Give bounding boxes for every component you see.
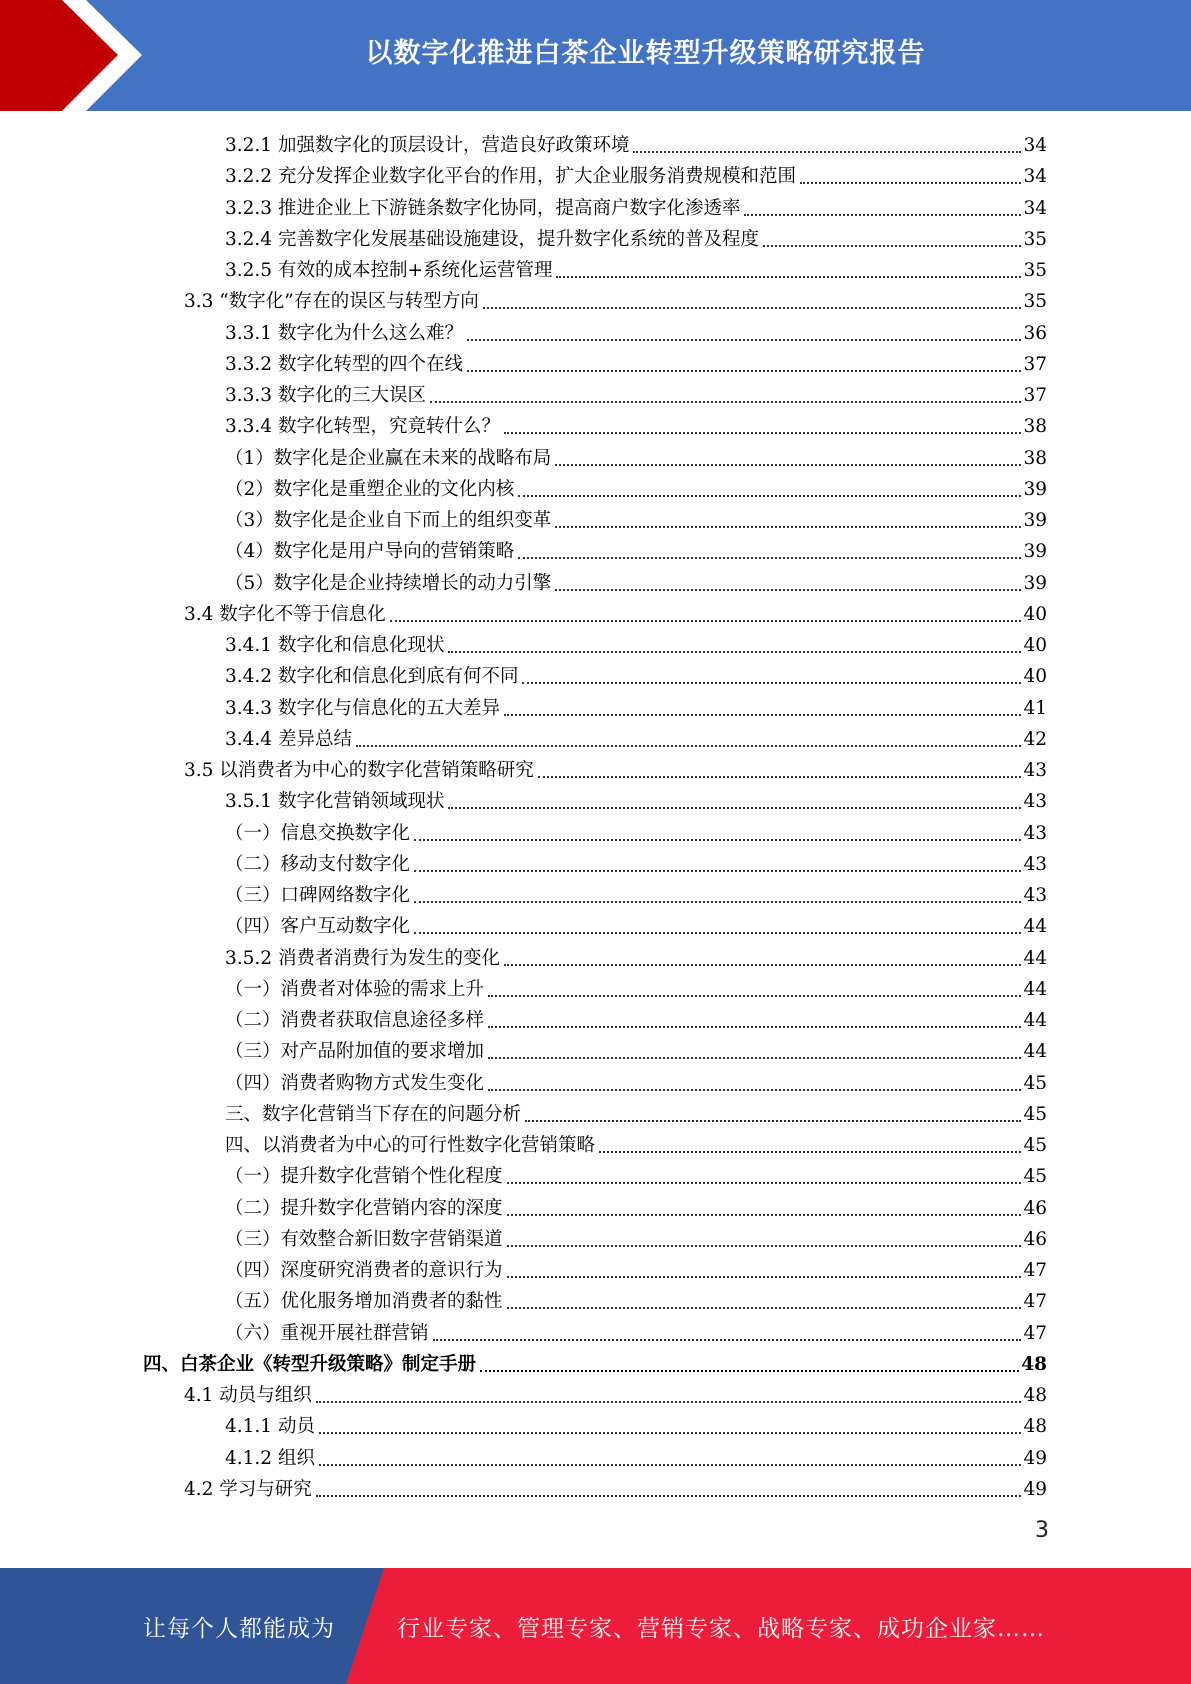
toc-entry[interactable] (225, 877, 1047, 908)
toc-entry[interactable] (225, 721, 1047, 752)
footer-slogan-left: 让每个人都能成为 (143, 1615, 335, 1642)
toc-entry-label: 3.4.1 数字化和信息化现状 (225, 635, 445, 656)
toc-entry-label: 4.2 学习与研究 (184, 1478, 312, 1500)
toc-entry-label: 3.2.2 充分发挥企业数字化平台的作用，扩大企业服务消费规模和范围 (225, 166, 796, 188)
toc-entry-page: 40 (1023, 635, 1047, 656)
toc-entry-page: 48 (1023, 1385, 1047, 1406)
toc-entry-label: （3）数字化是企业自下而上的组织变革 (225, 510, 552, 531)
toc-dot-leader (448, 807, 1021, 809)
toc-dot-leader (488, 1026, 1021, 1028)
toc-entry-label: （二）消费者获取信息途径多样 (225, 1010, 485, 1031)
toc-entry[interactable] (225, 1158, 1047, 1189)
footer-slogan-right: 行业专家、管理专家、营销专家、战略专家、成功企业家…… (397, 1615, 1045, 1642)
toc-entry[interactable] (225, 1408, 1047, 1439)
toc-entry-label: 3.3.1 数字化为什么这么难？ (225, 322, 463, 344)
toc-entry[interactable] (184, 596, 1047, 627)
page-footer (0, 1568, 1191, 1684)
toc-entry[interactable] (225, 565, 1047, 596)
toc-dot-leader (556, 276, 1021, 278)
toc-entry[interactable] (184, 1377, 1047, 1408)
toc-entry-label: （一）信息交换数字化 (225, 822, 411, 844)
toc-dot-leader (555, 526, 1021, 528)
toc-dot-leader (433, 1339, 1022, 1341)
page-header (0, 0, 1191, 111)
toc-entry-page: 49 (1023, 1478, 1047, 1500)
toc-entry-label: 3.2.1 加强数字化的顶层设计，营造良好政策环境 (225, 135, 630, 156)
toc-dot-leader (488, 995, 1021, 997)
toc-dot-leader (522, 682, 1021, 684)
toc-entry-label: （三）口碑网络数字化 (225, 885, 411, 906)
toc-entry-label: 3.5.2 消费者消费行为发生的变化 (225, 947, 500, 969)
toc-entry-page: 46 (1023, 1197, 1047, 1219)
toc-entry-page: 34 (1023, 197, 1047, 219)
toc-entry-label: （五）优化服务增加消费者的黏性 (225, 1291, 503, 1313)
toc-dot-leader (525, 1120, 1021, 1122)
toc-entry-page: 45 (1023, 1072, 1047, 1094)
toc-entry-page: 38 (1023, 447, 1047, 469)
toc-entry[interactable] (225, 846, 1047, 877)
toc-entry-label: （二）移动支付数字化 (225, 853, 411, 875)
toc-entry[interactable] (225, 690, 1047, 721)
toc-entry-page: 47 (1023, 1322, 1047, 1344)
toc-entry-page: 46 (1023, 1228, 1047, 1250)
toc-dot-leader (800, 182, 1021, 184)
toc-entry-page: 44 (1023, 1041, 1047, 1063)
page-number: 3 (1035, 1518, 1049, 1543)
toc-dot-leader (504, 714, 1021, 716)
toc-entry-label: 3.4.4 差异总结 (225, 728, 352, 750)
toc-entry[interactable] (225, 1033, 1047, 1064)
toc-entry[interactable] (184, 283, 1047, 314)
toc-entry[interactable] (225, 221, 1047, 252)
toc-dot-leader (414, 901, 1021, 903)
toc-dot-leader (319, 1464, 1022, 1466)
toc-entry-page: 45 (1023, 1166, 1047, 1188)
toc-dot-leader (507, 1245, 1022, 1247)
toc-entry[interactable] (225, 1252, 1047, 1283)
toc-dot-leader (744, 214, 1021, 216)
toc-entry-label: 3.2.5 有效的成本控制+系统化运营管理 (225, 260, 553, 281)
toc-entry-page: 45 (1023, 1103, 1047, 1125)
toc-dot-leader (507, 1276, 1022, 1278)
toc-entry[interactable] (225, 190, 1047, 221)
toc-dot-leader (414, 839, 1021, 841)
toc-entry-label: （四）深度研究消费者的意识行为 (225, 1260, 503, 1281)
toc-entry-label: （四）客户互动数字化 (225, 916, 411, 938)
toc-entry-page: 36 (1023, 322, 1047, 344)
toc-entry-label: （2）数字化是重塑企业的文化内核 (225, 478, 515, 500)
toc-entry[interactable] (143, 1346, 1047, 1377)
toc-entry[interactable] (225, 346, 1047, 377)
toc-entry-label: 三、数字化营销当下存在的问题分析 (225, 1103, 522, 1125)
toc-dot-leader (633, 151, 1021, 153)
toc-entry-label: （一）提升数字化营销个性化程度 (225, 1166, 503, 1188)
toc-dot-leader (488, 1057, 1021, 1059)
toc-dot-leader (414, 932, 1021, 934)
toc-dot-leader (316, 1495, 1022, 1497)
toc-entry-page: 43 (1023, 885, 1047, 906)
toc-entry-page: 41 (1023, 697, 1047, 719)
toc-entry[interactable] (225, 158, 1047, 189)
toc-entry[interactable] (225, 408, 1047, 439)
toc-entry[interactable] (225, 127, 1047, 158)
toc-entry-label: （1）数字化是企业赢在未来的战略布局 (225, 447, 552, 469)
toc-entry-page: 35 (1023, 291, 1047, 313)
toc-dot-leader (483, 307, 1022, 309)
toc-entry[interactable] (225, 502, 1047, 533)
toc-dot-leader (504, 432, 1021, 434)
toc-entry-label: 4.1.2 组织 (225, 1447, 315, 1469)
toc-entry-page: 42 (1023, 728, 1047, 750)
toc-entry-page: 43 (1023, 822, 1047, 844)
toc-entry[interactable] (225, 908, 1047, 939)
toc-entry[interactable] (225, 1190, 1047, 1221)
toc-dot-leader (430, 401, 1021, 403)
toc-entry-page: 34 (1023, 166, 1047, 188)
toc-entry[interactable] (225, 1283, 1047, 1314)
toc-dot-leader (448, 651, 1021, 653)
toc-entry-page: 44 (1023, 978, 1047, 1000)
toc-entry-label: 3.3.3 数字化的三大误区 (225, 385, 426, 406)
toc-entry-page: 38 (1023, 416, 1047, 438)
toc-entry-label: （二）提升数字化营销内容的深度 (225, 1197, 503, 1219)
toc-entry[interactable] (225, 440, 1047, 471)
toc-entry-page: 35 (1023, 228, 1047, 250)
toc-entry-page: 44 (1023, 916, 1047, 938)
toc-entry-label: （六）重视开展社群营销 (225, 1322, 429, 1344)
toc-dot-leader (555, 589, 1021, 591)
toc-entry-label: （一）消费者对体验的需求上升 (225, 978, 485, 1000)
toc-entry-label: 四、白茶企业《转型升级策略》制定手册 (143, 1353, 477, 1375)
toc-entry[interactable] (225, 1315, 1047, 1346)
toc-entry-page: 40 (1023, 666, 1047, 688)
toc-entry[interactable] (225, 940, 1047, 971)
toc-dot-leader (763, 245, 1021, 247)
toc-entry[interactable] (225, 1440, 1047, 1471)
toc-entry-label: 3.2.4 完善数字化发展基础设施建设，提升数字化系统的普及程度 (225, 228, 759, 250)
toc-dot-leader (488, 1089, 1021, 1091)
toc-entry[interactable] (225, 377, 1047, 408)
toc-entry-label: 4.1 动员与组织 (184, 1385, 312, 1406)
toc-dot-leader (414, 870, 1021, 872)
toc-entry-page: 39 (1023, 510, 1047, 531)
toc-entry[interactable] (225, 533, 1047, 564)
toc-entry[interactable] (184, 752, 1047, 783)
toc-entry-label: 3.3.2 数字化转型的四个在线 (225, 353, 463, 375)
toc-dot-leader (390, 620, 1022, 622)
toc-entry[interactable] (225, 658, 1047, 689)
toc-entry-page: 37 (1023, 353, 1047, 375)
toc-entry[interactable] (225, 783, 1047, 814)
toc-entry-label: 四、以消费者为中心的可行性数字化营销策略 (225, 1135, 596, 1156)
toc-entry[interactable] (225, 1221, 1047, 1252)
toc-entry-page: 49 (1023, 1447, 1047, 1469)
document-title: 以数字化推进白茶企业转型升级策略研究报告 (365, 37, 926, 69)
toc-entry-page: 34 (1023, 135, 1047, 156)
toc-entry-label: （三）有效整合新旧数字营销渠道 (225, 1228, 503, 1250)
toc-dot-leader (504, 964, 1021, 966)
toc-entry-label: 3.3 “数字化”存在的误区与转型方向 (184, 291, 479, 313)
toc-entry[interactable] (184, 1471, 1047, 1502)
toc-dot-leader (467, 339, 1021, 341)
toc-entry-page: 39 (1023, 541, 1047, 563)
toc-entry-label: 3.4.2 数字化和信息化到底有何不同 (225, 666, 519, 688)
toc-entry[interactable] (225, 252, 1047, 283)
toc-entry-page: 35 (1023, 260, 1047, 281)
toc-entry-page: 44 (1023, 1010, 1047, 1031)
toc-entry-label: 3.5 以消费者为中心的数字化营销策略研究 (184, 760, 534, 781)
toc-entry[interactable] (225, 815, 1047, 846)
toc-entry-page: 39 (1023, 572, 1047, 594)
toc-dot-leader (518, 557, 1021, 559)
toc-entry[interactable] (225, 1096, 1047, 1127)
toc-dot-leader (538, 776, 1022, 778)
toc-entry[interactable] (225, 971, 1047, 1002)
toc-entry-page: 43 (1023, 760, 1047, 781)
toc-entry-label: 3.4 数字化不等于信息化 (184, 603, 386, 625)
toc-entry[interactable] (225, 471, 1047, 502)
toc-entry-page: 45 (1023, 1135, 1047, 1156)
toc-entry-label: （三）对产品附加值的要求增加 (225, 1041, 485, 1063)
toc-entry[interactable] (225, 627, 1047, 658)
toc-entry-page: 48 (1023, 1416, 1047, 1438)
toc-dot-leader (480, 1370, 1019, 1372)
toc-dot-leader (356, 745, 1022, 747)
toc-entry-page: 47 (1023, 1260, 1047, 1281)
toc-entry[interactable] (225, 1065, 1047, 1096)
toc-entry[interactable] (225, 1127, 1047, 1158)
toc-entry-label: 3.3.4 数字化转型，究竟转什么？ (225, 416, 500, 438)
toc-entry-label: 3.2.3 推进企业上下游链条数字化协同，提高商户数字化渗透率 (225, 197, 741, 219)
toc-dot-leader (467, 370, 1021, 372)
toc-entry-page: 44 (1023, 947, 1047, 969)
toc-entry-label: （5）数字化是企业持续增长的动力引擎 (225, 572, 552, 594)
toc-entry-label: 4.1.1 动员 (225, 1416, 315, 1438)
toc-dot-leader (599, 1151, 1021, 1153)
toc-dot-leader (319, 1432, 1022, 1434)
toc-dot-leader (518, 495, 1021, 497)
toc-entry-page: 43 (1023, 853, 1047, 875)
toc-dot-leader (507, 1182, 1022, 1184)
toc-entry-page: 40 (1023, 603, 1047, 625)
toc-entry-label: （4）数字化是用户导向的营销策略 (225, 541, 515, 563)
toc-entry-page: 39 (1023, 478, 1047, 500)
toc-dot-leader (555, 464, 1021, 466)
toc-entry-label: 3.4.3 数字化与信息化的五大差异 (225, 697, 500, 719)
toc-dot-leader (507, 1307, 1022, 1309)
toc-entry[interactable] (225, 1002, 1047, 1033)
toc-entry[interactable] (225, 315, 1047, 346)
toc-entry-label: 3.5.1 数字化营销领域现状 (225, 791, 445, 813)
toc-entry-label: （四）消费者购物方式发生变化 (225, 1072, 485, 1094)
toc-entry-page: 37 (1023, 385, 1047, 406)
toc-entry-page: 43 (1023, 791, 1047, 813)
toc-dot-leader (507, 1214, 1022, 1216)
toc-dot-leader (316, 1401, 1022, 1403)
toc-entry-page: 47 (1023, 1291, 1047, 1313)
toc-entry-page: 48 (1021, 1353, 1047, 1375)
